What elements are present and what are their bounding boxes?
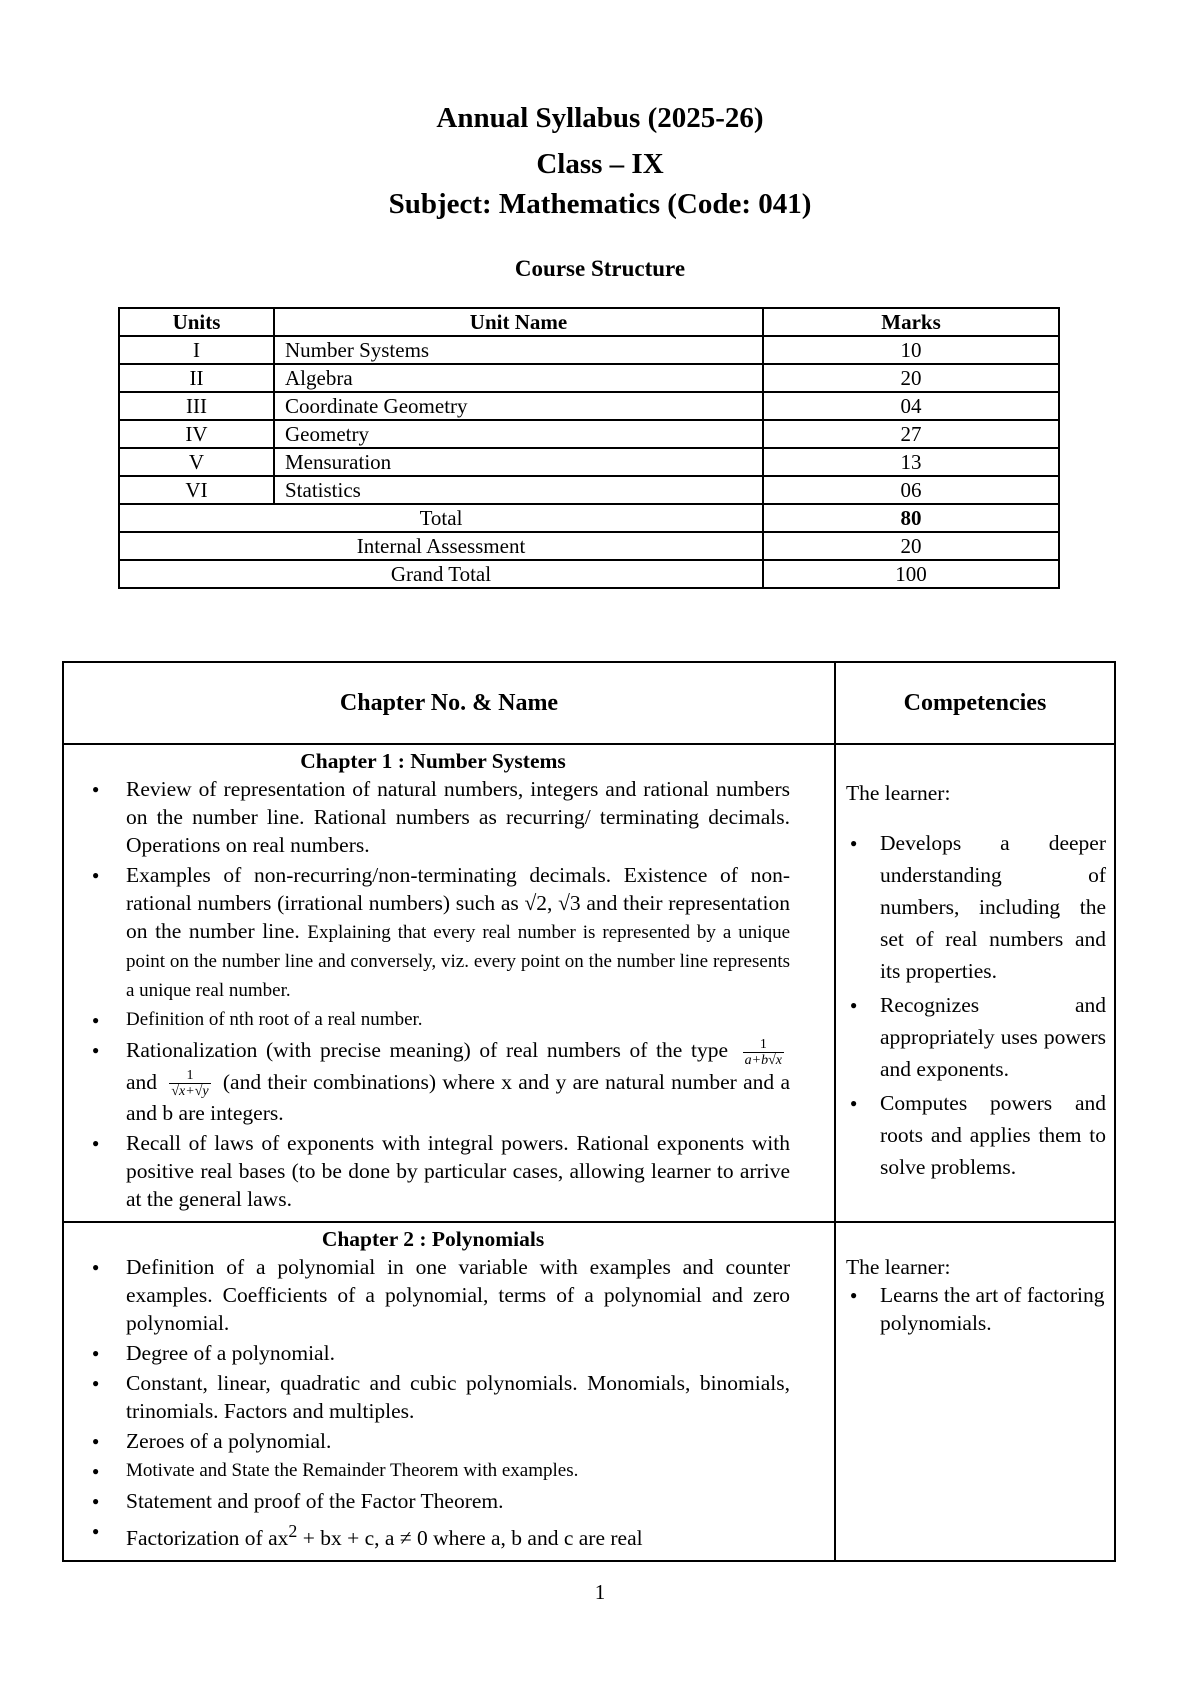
total-row bbox=[119, 504, 1059, 532]
table-row bbox=[119, 336, 1059, 364]
course-structure-table bbox=[118, 307, 1060, 589]
internal-assessment-value: 20 bbox=[763, 532, 1059, 560]
competency-item: ● Develops a deeper understanding of numbers, including the set of real numbers and its properties. bbox=[880, 827, 1106, 987]
unit-number: IV bbox=[119, 420, 274, 448]
table-header-row bbox=[63, 662, 1115, 744]
unit-number: III bbox=[119, 392, 274, 420]
total-label: Total bbox=[119, 504, 763, 532]
list-item-text: (and their combinations) where x and y are natural number and a and b are integers. bbox=[126, 1069, 790, 1126]
fraction-numerator: 1 bbox=[169, 1068, 210, 1084]
syllabus-title: Annual Syllabus (2025-26) bbox=[436, 102, 764, 134]
unit-marks: 04 bbox=[763, 392, 1059, 420]
list-item: ● Zeroes of a polynomial. bbox=[126, 1427, 790, 1455]
grand-total-value: 100 bbox=[763, 560, 1059, 588]
unit-number: II bbox=[119, 364, 274, 392]
list-item-text: Factorization of ax bbox=[126, 1526, 289, 1551]
chapter-2-title: Chapter 2 : Polynomials bbox=[321, 1227, 545, 1252]
competencies-header: Competencies bbox=[835, 662, 1115, 744]
chapter-1-competencies bbox=[835, 744, 1115, 1222]
list-item: ● Constant, linear, quadratic and cubic polynomials. Monomials, binomials, trinomials. Factors and multiples. bbox=[126, 1369, 790, 1425]
competency-item: ● Computes powers and roots and applies them to solve problems. bbox=[880, 1087, 1106, 1183]
page-number: 1 bbox=[594, 1580, 606, 1604]
marks-header: Marks bbox=[763, 308, 1059, 336]
table-header-row bbox=[119, 308, 1059, 336]
fraction-numerator: 1 bbox=[743, 1037, 784, 1053]
fraction-2 bbox=[169, 1068, 210, 1099]
fraction-1 bbox=[743, 1037, 784, 1068]
list-item-text: Examples of non-recurring/non-terminating decimals. Existence of non-rational numbers (irrational numbers) such as √2, √3 and their representation on the number line. bbox=[126, 863, 790, 943]
unit-name: Mensuration bbox=[274, 448, 763, 476]
list-item-text: Explaining that every real number is represented by a unique point on the number line and conversely, viz. every point on the number line represents a unique real number. bbox=[126, 922, 790, 1001]
table-row bbox=[119, 476, 1059, 504]
list-item bbox=[126, 861, 790, 1004]
course-structure-heading: Course Structure bbox=[514, 256, 686, 281]
unit-name: Coordinate Geometry bbox=[274, 392, 763, 420]
table-row bbox=[119, 392, 1059, 420]
fraction-denominator: a+b√x bbox=[744, 1052, 783, 1068]
chapter-1-row bbox=[63, 744, 1115, 1222]
units-header: Units bbox=[119, 308, 274, 336]
list-item-text: + bx + c, a ≠ 0 where a, b and c are real bbox=[297, 1526, 643, 1551]
unit-marks: 10 bbox=[763, 336, 1059, 364]
chapter-2-content bbox=[63, 1222, 835, 1561]
internal-assessment-row bbox=[119, 532, 1059, 560]
list-item: ● Review of representation of natural numbers, integers and rational numbers on the number line. Rational numbers as recurring/ terminating decimals. Operations on real numbers. bbox=[126, 775, 790, 859]
list-item bbox=[126, 1036, 790, 1127]
total-value: 80 bbox=[763, 504, 1059, 532]
unit-name: Geometry bbox=[274, 420, 763, 448]
list-item-text: Rationalization (with precise meaning) of real numbers of the type bbox=[126, 1038, 728, 1062]
list-item: ● Definition of nth root of a real number. bbox=[126, 1006, 790, 1034]
list-item bbox=[126, 1517, 790, 1552]
unit-marks: 27 bbox=[763, 420, 1059, 448]
grand-total-label: Grand Total bbox=[119, 560, 763, 588]
class-heading: Class – IX bbox=[536, 148, 664, 180]
competency-intro: The learner: bbox=[846, 781, 951, 805]
list-item: ● Recall of laws of exponents with integral powers. Rational exponents with positive real bases (to be done by particular cases, allowing learner to arrive at the general laws. bbox=[126, 1129, 790, 1213]
unit-number: VI bbox=[119, 476, 274, 504]
unit-number: V bbox=[119, 448, 274, 476]
unit-name: Statistics bbox=[274, 476, 763, 504]
internal-assessment-label: Internal Assessment bbox=[119, 532, 763, 560]
competency-item: ● Learns the art of factoring polynomials. bbox=[880, 1281, 1106, 1337]
list-item: ● Definition of a polynomial in one variable with examples and counter examples. Coefficients of a polynomial, terms of a polynomial and zero polynomial. bbox=[126, 1253, 790, 1337]
chapter-competency-table bbox=[62, 661, 1116, 1562]
unit-marks: 13 bbox=[763, 448, 1059, 476]
list-item: ● Statement and proof of the Factor Theorem. bbox=[126, 1487, 790, 1515]
list-item: ● Motivate and State the Remainder Theorem with examples. bbox=[126, 1457, 790, 1485]
unit-marks: 06 bbox=[763, 476, 1059, 504]
chapter-2-competencies bbox=[835, 1222, 1115, 1561]
competency-item: ● Recognizes and appropriately uses powers and exponents. bbox=[880, 989, 1106, 1085]
subject-heading: Subject: Mathematics (Code: 041) bbox=[388, 188, 812, 220]
table-row bbox=[119, 364, 1059, 392]
list-item: ● Degree of a polynomial. bbox=[126, 1339, 790, 1367]
competency-intro: The learner: bbox=[846, 1255, 951, 1280]
unit-name: Number Systems bbox=[274, 336, 763, 364]
chapter-header: Chapter No. & Name bbox=[63, 662, 835, 744]
exponent: 2 bbox=[288, 1521, 298, 1542]
unit-number: I bbox=[119, 336, 274, 364]
conjunction: and bbox=[126, 1069, 158, 1094]
fraction-denominator: √x+√y bbox=[171, 1084, 209, 1100]
chapter-1-title: Chapter 1 : Number Systems bbox=[300, 749, 566, 773]
unit-name-header: Unit Name bbox=[274, 308, 763, 336]
unit-name: Algebra bbox=[274, 364, 763, 392]
grand-total-row bbox=[119, 560, 1059, 588]
table-row bbox=[119, 448, 1059, 476]
table-row bbox=[119, 420, 1059, 448]
chapter-1-content bbox=[63, 744, 835, 1222]
unit-marks: 20 bbox=[763, 364, 1059, 392]
chapter-2-row bbox=[63, 1222, 1115, 1561]
